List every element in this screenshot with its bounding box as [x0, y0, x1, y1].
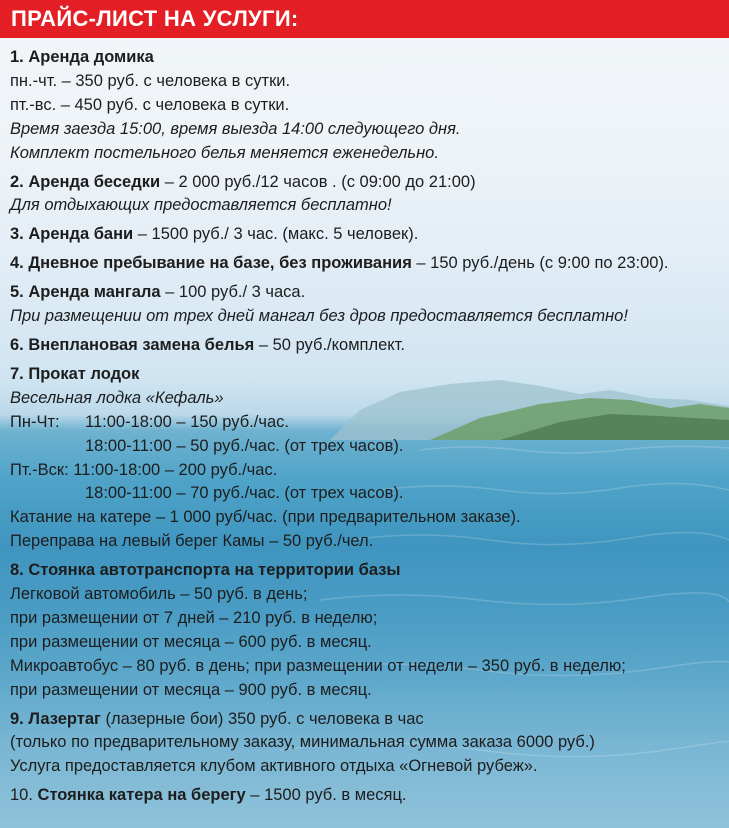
section-8-line-3: при размещении от месяца – 600 руб. в месяц. — [10, 632, 372, 651]
section-7-weekday-row-1 — [10, 411, 722, 435]
section-1-line-2: пт.-вс. – 450 руб. с человека в сутки. — [10, 95, 290, 114]
section-6-heading: 6. Внеплановая замена белья — [10, 335, 255, 354]
section-7-pereprava: Переправа на левый берег Камы – 50 руб./чел. — [10, 532, 374, 551]
section-9-line — [10, 708, 722, 732]
weekend-price-1: 11:00-18:00 – 200 руб./час. — [73, 460, 278, 479]
section-7-katanie: Катание на катере – 1 000 руб/час. (при предварительном заказе). — [10, 508, 521, 527]
section-9-line-2: (только по предварительному заказу, минимальная сумма заказа 6000 руб.) — [10, 733, 595, 752]
section-2-heading: 2. Аренда беседки — [10, 172, 161, 191]
section-2-price: – 2 000 руб./12 часов . (с 09:00 до 21:00) — [160, 172, 476, 191]
section-9-heading: 9. Лазертаг — [10, 709, 101, 728]
section-8-heading: 8. Стоянка автотранспорта на территории базы — [10, 561, 401, 580]
weekday-price-1: 11:00-18:00 – 150 руб./час. — [85, 412, 289, 431]
section-8-line-5: при размещении от месяца – 900 руб. в месяц. — [10, 680, 372, 699]
section-10-number: 10. — [10, 786, 38, 805]
section-9-line-3: Услуга предоставляется клубом активного отдыха «Огневой рубеж». — [10, 757, 538, 776]
section-10-line — [10, 784, 722, 808]
section-9-price: (лазерные бои) 350 руб. с человека в час — [100, 709, 424, 728]
section-1-linen-note: Комплект постельного белья меняется еженедельно. — [10, 143, 439, 162]
section-6-line — [10, 334, 722, 358]
section-8-line-2: при размещении от 7 дней – 210 руб. в неделю; — [10, 608, 378, 627]
section-1-heading: 1. Аренда домика — [10, 48, 154, 66]
section-5-note: При размещении от трех дней мангал без дров предоставляется бесплатно! — [10, 307, 628, 326]
section-3-heading: 3. Аренда бани — [10, 225, 134, 244]
section-7-weekend-row-2: 18:00-11:00 – 70 руб./час. (от трех часов). — [85, 484, 404, 503]
section-5-price: – 100 руб./ 3 часа. — [160, 283, 306, 302]
section-4-heading: 4. Дневное пребывание на базе, без проживания — [10, 254, 412, 273]
section-6-price: – 50 руб./комплект. — [254, 335, 405, 354]
section-1-checkin-note: Время заезда 15:00, время выезда 14:00 следующего дня. — [10, 119, 461, 138]
section-10-price: – 1500 руб. в месяц. — [245, 786, 407, 805]
section-5-line — [10, 281, 722, 305]
section-5-heading: 5. Аренда мангала — [10, 283, 161, 302]
page-title: ПРАЙС-ЛИСТ НА УСЛУГИ: — [11, 6, 299, 31]
section-3-price: – 1500 руб./ 3 час. (макс. 5 человек). — [133, 225, 419, 244]
section-8-line-1: Легковой автомобиль – 50 руб. в день; — [10, 585, 308, 604]
section-3-line — [10, 223, 722, 247]
section-7-weekend-row-1 — [10, 459, 722, 483]
weekday-label: Пн-Чт: — [10, 412, 60, 431]
section-2-line — [10, 171, 722, 195]
price-list — [10, 46, 722, 808]
section-1-line-1: пн.-чт. – 350 руб. с человека в сутки. — [10, 71, 291, 90]
section-8-line-4: Микроавтобус – 80 руб. в день; при размещении от недели – 350 руб. в неделю; — [10, 656, 626, 675]
section-7-heading: 7. Прокат лодок — [10, 364, 140, 383]
weekend-label: Пт.-Вск: — [10, 460, 69, 479]
section-2-note: Для отдыхающих предоставляется бесплатно! — [10, 196, 392, 215]
section-7-boat-name: Весельная лодка «Кефаль» — [10, 388, 224, 407]
section-7-weekday-row-2: 18:00-11:00 – 50 руб./час. (от трех часов). — [85, 436, 404, 455]
price-list-header — [0, 0, 729, 38]
section-4-price: – 150 руб./день (с 9:00 по 23:00). — [411, 254, 669, 273]
section-4-line — [10, 252, 722, 276]
section-10-heading: Стоянка катера на берегу — [37, 786, 246, 805]
